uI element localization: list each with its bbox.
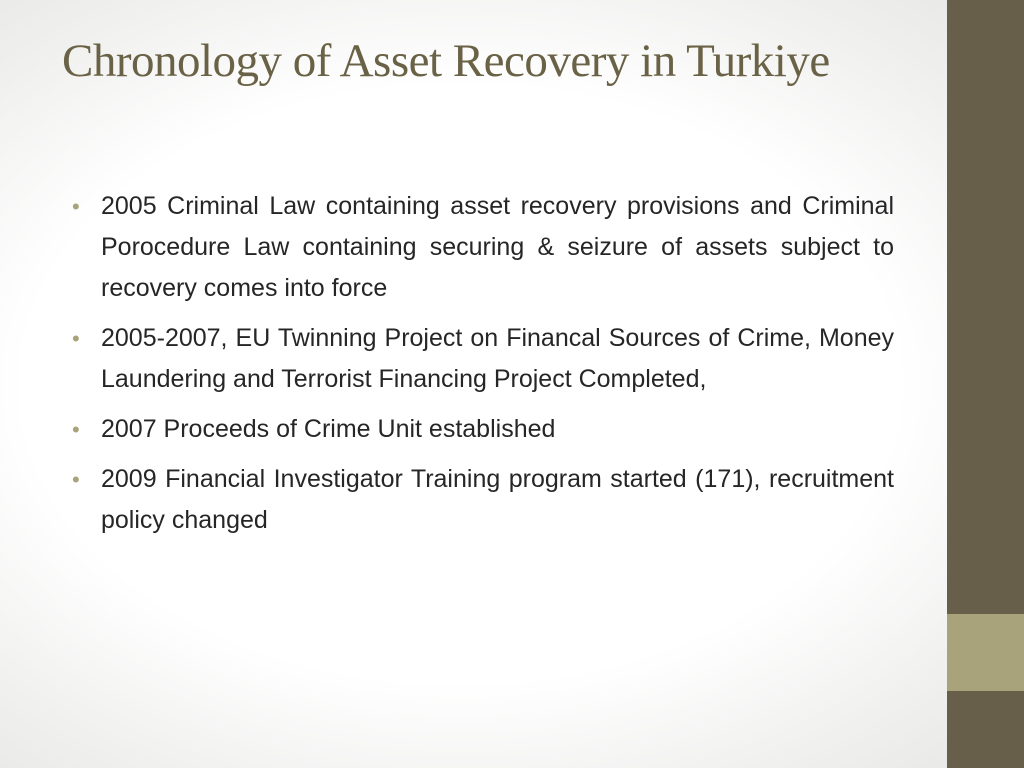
bullet-text: 2005 Criminal Law containing asset recovery provisions and Criminal Porocedure Law containing securing & seizure of assets subject to recovery comes into force [101, 192, 894, 302]
bullet-dot-icon: • [72, 326, 80, 351]
bullet-list [70, 186, 894, 550]
bullet-item [70, 459, 894, 541]
slide-title: Chronology of Asset Recovery in Turkiye [62, 35, 830, 87]
bullet-text: 2005-2007, EU Twinning Project on Financal Sources of Crime, Money Laundering and Terrorist Financing Project Completed, [101, 324, 894, 393]
bullet-item [70, 409, 894, 450]
bullet-text: 2007 Proceeds of Crime Unit established [101, 415, 556, 443]
bullet-item [70, 318, 894, 400]
bullet-dot-icon: • [72, 194, 80, 219]
bullet-item [70, 186, 894, 309]
bullet-dot-icon: • [72, 467, 80, 492]
bullet-text: 2009 Financial Investigator Training program started (171), recruitment policy changed [101, 465, 894, 534]
sidebar-accent-block [947, 614, 1024, 691]
bullet-dot-icon: • [72, 417, 80, 442]
